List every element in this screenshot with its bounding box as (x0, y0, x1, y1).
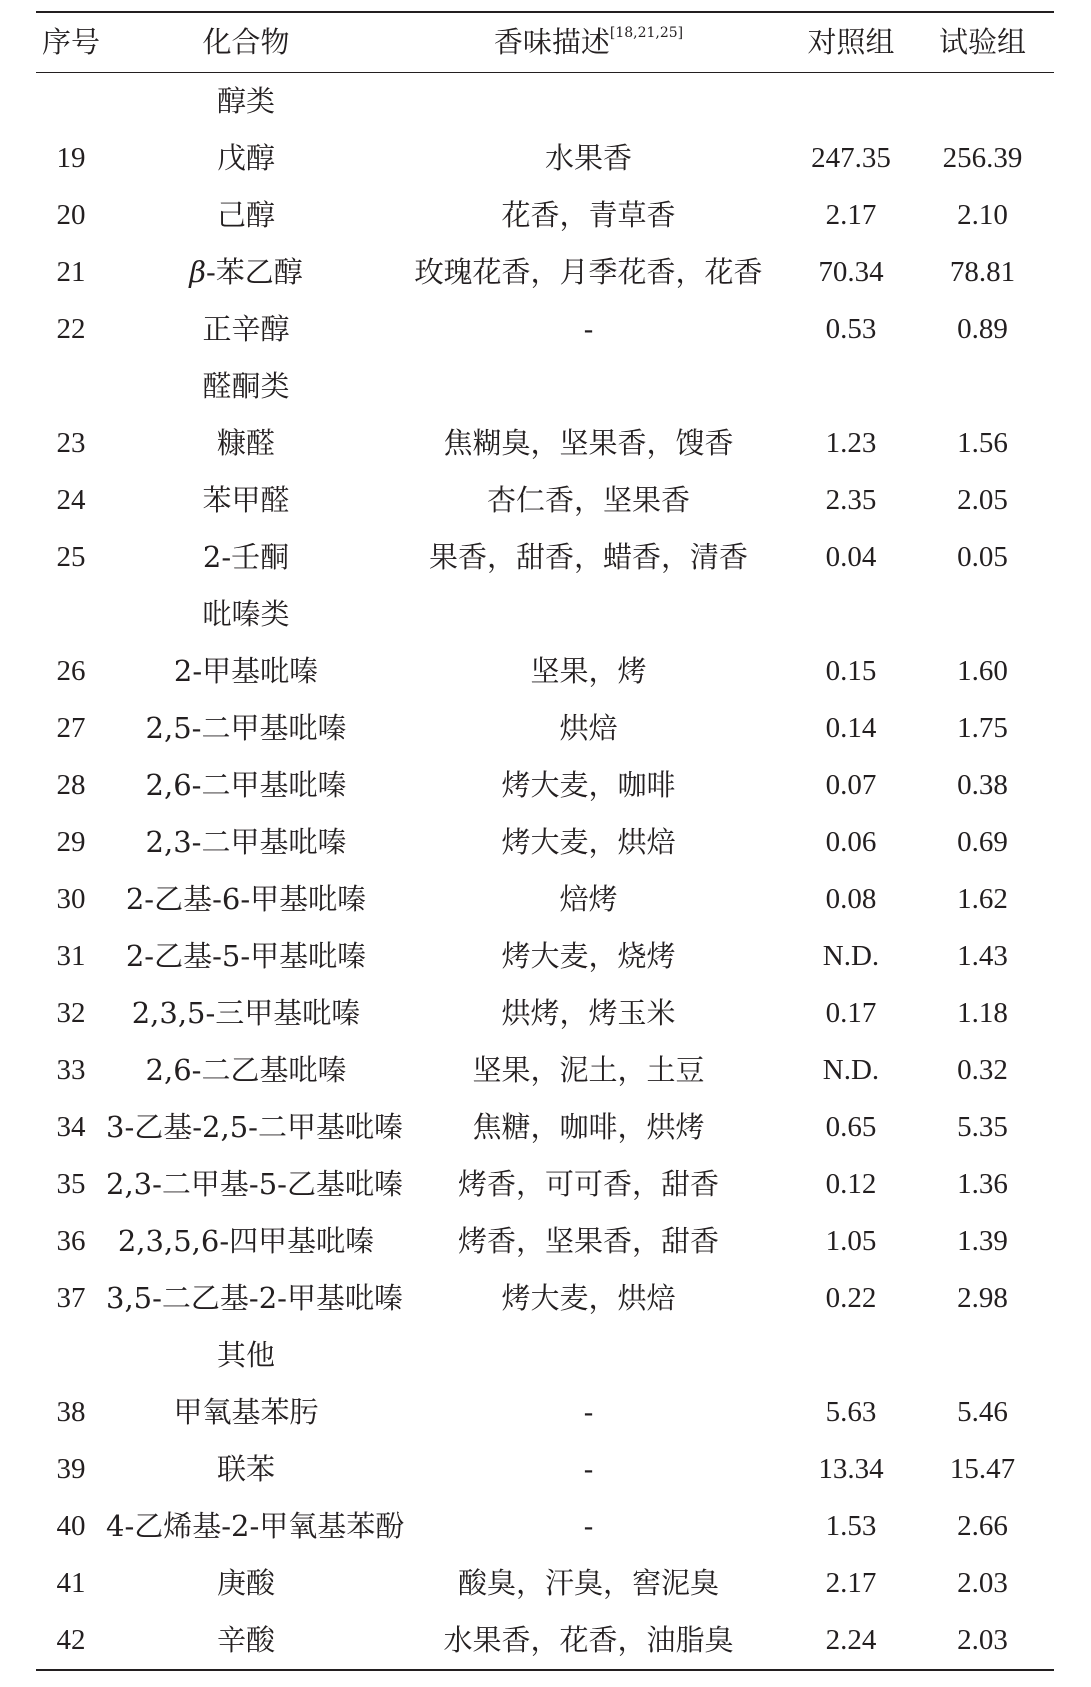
compound-name: 3,5-二乙基-2-甲基吡嗪 (106, 1281, 403, 1315)
row-no: 32 (56, 997, 86, 1029)
compound-name: 2-乙基-5-甲基吡嗪 (125, 939, 367, 973)
aroma-description: 花香，青草香 (501, 198, 676, 232)
control-value: N.D. (822, 940, 880, 972)
table-row (36, 928, 1054, 985)
header-aroma (386, 13, 791, 72)
control-value: 1.23 (825, 427, 877, 459)
table-row (36, 700, 1054, 757)
table-row (36, 472, 1054, 529)
compound-name: 庚酸 (216, 1566, 275, 1600)
empty-cell (386, 586, 791, 643)
control-value: 0.65 (825, 1111, 877, 1143)
compound-name: 辛酸 (216, 1623, 275, 1657)
table-row (36, 1441, 1054, 1498)
header-aroma-label: 香味描述 (493, 25, 610, 59)
test-value: 1.43 (957, 940, 1008, 972)
aroma-description: 焦糊臭，坚果香，馊香 (443, 426, 734, 460)
empty-cell (386, 358, 791, 415)
header-compound: 化合物 (202, 25, 290, 59)
test-value: 0.38 (957, 769, 1008, 801)
compound-name: 3-乙基-2,5-二甲基吡嗪 (106, 1110, 403, 1144)
control-value: 0.17 (825, 997, 877, 1029)
category-no-cell (36, 586, 106, 643)
control-value: 0.22 (825, 1282, 877, 1314)
row-no: 21 (56, 256, 86, 288)
data-table (36, 11, 1054, 1671)
empty-cell (386, 73, 791, 130)
aroma-description: - (583, 1452, 594, 1486)
compound-name: 2-甲基吡嗪 (173, 654, 319, 688)
category-label: 其他 (216, 1338, 275, 1372)
table-row (36, 1042, 1054, 1099)
control-value: 0.04 (825, 541, 877, 573)
category-row (36, 586, 1054, 643)
table-row (36, 757, 1054, 814)
aroma-description: 烤大麦，烘焙 (501, 1281, 676, 1315)
control-value: 2.24 (825, 1624, 877, 1656)
aroma-description: 烘烤，烤玉米 (501, 996, 676, 1030)
row-no: 23 (56, 427, 86, 459)
test-value: 2.03 (957, 1567, 1008, 1599)
empty-cell (911, 73, 1054, 130)
table-row (36, 1384, 1054, 1441)
table-row (36, 415, 1054, 472)
table-row (36, 1555, 1054, 1612)
compound-name: 2-壬酮 (202, 540, 290, 574)
aroma-description: 坚果，泥土，土豆 (472, 1053, 705, 1087)
category-no-cell (36, 73, 106, 130)
row-no: 35 (56, 1168, 86, 1200)
test-value: 78.81 (949, 256, 1016, 288)
category-row (36, 73, 1054, 130)
test-value: 1.56 (957, 427, 1008, 459)
empty-cell (386, 1327, 791, 1384)
test-value: 2.10 (957, 199, 1008, 231)
test-value: 0.69 (957, 826, 1008, 858)
row-no: 38 (56, 1396, 86, 1428)
control-value: 0.53 (825, 313, 877, 345)
empty-cell (791, 73, 911, 130)
empty-cell (791, 358, 911, 415)
test-value: 1.18 (957, 997, 1008, 1029)
bottom-rule (36, 1669, 1054, 1671)
table-row (36, 1213, 1054, 1270)
aroma-description: - (583, 1395, 594, 1429)
aroma-description: 烤大麦，咖啡 (501, 768, 676, 802)
control-value: 2.35 (825, 484, 877, 516)
row-no: 22 (56, 313, 86, 345)
compound-name: 2,5-二甲基吡嗪 (145, 711, 347, 745)
test-value: 2.98 (957, 1282, 1008, 1314)
aroma-description: 烤大麦，烧烤 (501, 939, 676, 973)
compound-name: 联苯 (216, 1452, 275, 1486)
row-no: 40 (56, 1510, 86, 1542)
aroma-description: 玫瑰花香，月季花香，花香 (414, 255, 763, 289)
compound-name (106, 244, 386, 301)
control-value: 2.17 (825, 1567, 877, 1599)
row-no: 31 (56, 940, 86, 972)
control-value: 5.63 (825, 1396, 877, 1428)
row-no: 24 (56, 484, 86, 516)
control-value: 0.14 (825, 712, 877, 744)
empty-cell (911, 1327, 1054, 1384)
test-value: 0.32 (957, 1054, 1008, 1086)
header-no: 序号 (41, 25, 100, 59)
row-no: 39 (56, 1453, 86, 1485)
compound-table (36, 13, 1054, 72)
test-value: 1.39 (957, 1225, 1008, 1257)
empty-cell (791, 586, 911, 643)
category-label: 醛酮类 (202, 369, 290, 403)
category-row (36, 1327, 1054, 1384)
table-row (36, 1498, 1054, 1555)
aroma-description: 水果香，花香，油脂臭 (443, 1623, 734, 1657)
compound-name: 2,3,5-三甲基吡嗪 (131, 996, 361, 1030)
row-no: 26 (56, 655, 86, 687)
row-no: 36 (56, 1225, 86, 1257)
table-row (36, 130, 1054, 187)
category-label: 吡嗪类 (202, 597, 290, 631)
control-value: 0.07 (825, 769, 877, 801)
aroma-description: 酸臭，汗臭，窖泥臭 (457, 1566, 719, 1600)
compound-name-prefix: β (189, 255, 206, 289)
table-row (36, 529, 1054, 586)
compound-name: 4-乙烯基-2-甲氧基苯酚 (106, 1509, 405, 1543)
test-value: 0.89 (957, 313, 1008, 345)
aroma-description: 烤大麦，烘焙 (501, 825, 676, 859)
category-no-cell (36, 358, 106, 415)
table-row (36, 1156, 1054, 1213)
aroma-description: 烤香，坚果香，甜香 (457, 1224, 719, 1258)
control-value: 0.08 (825, 883, 877, 915)
control-value: 0.15 (825, 655, 877, 687)
aroma-description: - (583, 312, 594, 346)
category-no-cell (36, 1327, 106, 1384)
control-value: 0.06 (825, 826, 877, 858)
aroma-description: 烤香，可可香，甜香 (457, 1167, 719, 1201)
compound-name: 己醇 (216, 198, 275, 232)
aroma-description: 焦糖，咖啡，烘烤 (472, 1110, 705, 1144)
table-row (36, 1099, 1054, 1156)
empty-cell (911, 586, 1054, 643)
category-label: 醇类 (216, 84, 275, 118)
compound-name-text: -苯乙醇 (205, 255, 303, 289)
control-value: 2.17 (825, 199, 877, 231)
control-value: 247.35 (811, 142, 891, 174)
table-row (36, 871, 1054, 928)
row-no: 29 (56, 826, 86, 858)
row-no: 37 (56, 1282, 86, 1314)
row-no: 27 (56, 712, 86, 744)
header-row (36, 13, 1054, 72)
test-value: 1.62 (957, 883, 1008, 915)
control-value: 13.34 (818, 1453, 884, 1485)
compound-name: 甲氧基苯肟 (173, 1395, 319, 1429)
aroma-description: 坚果，烤 (530, 654, 647, 688)
test-value: 2.05 (957, 484, 1008, 516)
aroma-description: 烘焙 (559, 711, 618, 745)
aroma-description: 水果香 (544, 141, 632, 175)
header-aroma-ref: [18,21,25] (609, 25, 684, 42)
table-body (36, 73, 1054, 1669)
compound-name: 2-乙基-6-甲基吡嗪 (125, 882, 367, 916)
test-value: 1.75 (957, 712, 1008, 744)
control-value: 0.12 (825, 1168, 877, 1200)
row-no: 41 (56, 1567, 86, 1599)
header-control: 对照组 (807, 25, 895, 59)
aroma-description: 杏仁香，坚果香 (486, 483, 690, 517)
table-row (36, 1612, 1054, 1669)
test-value: 2.66 (957, 1510, 1008, 1542)
compound-name: 苯甲醛 (202, 483, 290, 517)
row-no: 42 (56, 1624, 86, 1656)
test-value: 5.46 (957, 1396, 1008, 1428)
empty-cell (911, 358, 1054, 415)
compound-name: 糠醛 (216, 426, 275, 460)
control-value: 1.53 (825, 1510, 877, 1542)
table-row (36, 301, 1054, 358)
compound-name: 2,3-二甲基吡嗪 (145, 825, 347, 859)
row-no: 28 (56, 769, 86, 801)
table-row (36, 985, 1054, 1042)
row-no: 34 (56, 1111, 86, 1143)
control-value: N.D. (822, 1054, 880, 1086)
table-row (36, 187, 1054, 244)
compound-name: 2,3-二甲基-5-乙基吡嗪 (106, 1167, 403, 1201)
aroma-description: - (583, 1509, 594, 1543)
table-row (36, 643, 1054, 700)
test-value: 15.47 (949, 1453, 1016, 1485)
table-row (36, 814, 1054, 871)
row-no: 33 (56, 1054, 86, 1086)
empty-cell (791, 1327, 911, 1384)
category-row (36, 358, 1054, 415)
header-test: 试验组 (938, 25, 1026, 59)
test-value: 256.39 (942, 142, 1023, 174)
test-value: 2.03 (957, 1624, 1008, 1656)
compound-name: 2,6-二乙基吡嗪 (145, 1053, 347, 1087)
test-value: 5.35 (957, 1111, 1008, 1143)
test-value: 1.36 (957, 1168, 1008, 1200)
compound-name: 戊醇 (216, 141, 275, 175)
aroma-description: 焙烤 (559, 882, 618, 916)
row-no: 30 (56, 883, 86, 915)
aroma-description: 果香，甜香，蜡香，清香 (428, 540, 748, 574)
control-value: 70.34 (818, 256, 884, 288)
compound-name: 2,3,5,6-四甲基吡嗪 (117, 1224, 375, 1258)
table-row (36, 244, 1054, 301)
row-no: 20 (56, 199, 86, 231)
control-value: 1.05 (825, 1225, 877, 1257)
test-value: 0.05 (957, 541, 1008, 573)
table-row (36, 1270, 1054, 1327)
compound-table-body (36, 73, 1054, 1669)
test-value: 1.60 (957, 655, 1008, 687)
row-no: 25 (56, 541, 86, 573)
compound-name: 2,6-二甲基吡嗪 (145, 768, 347, 802)
compound-name: 正辛醇 (202, 312, 290, 346)
row-no: 19 (56, 142, 86, 174)
